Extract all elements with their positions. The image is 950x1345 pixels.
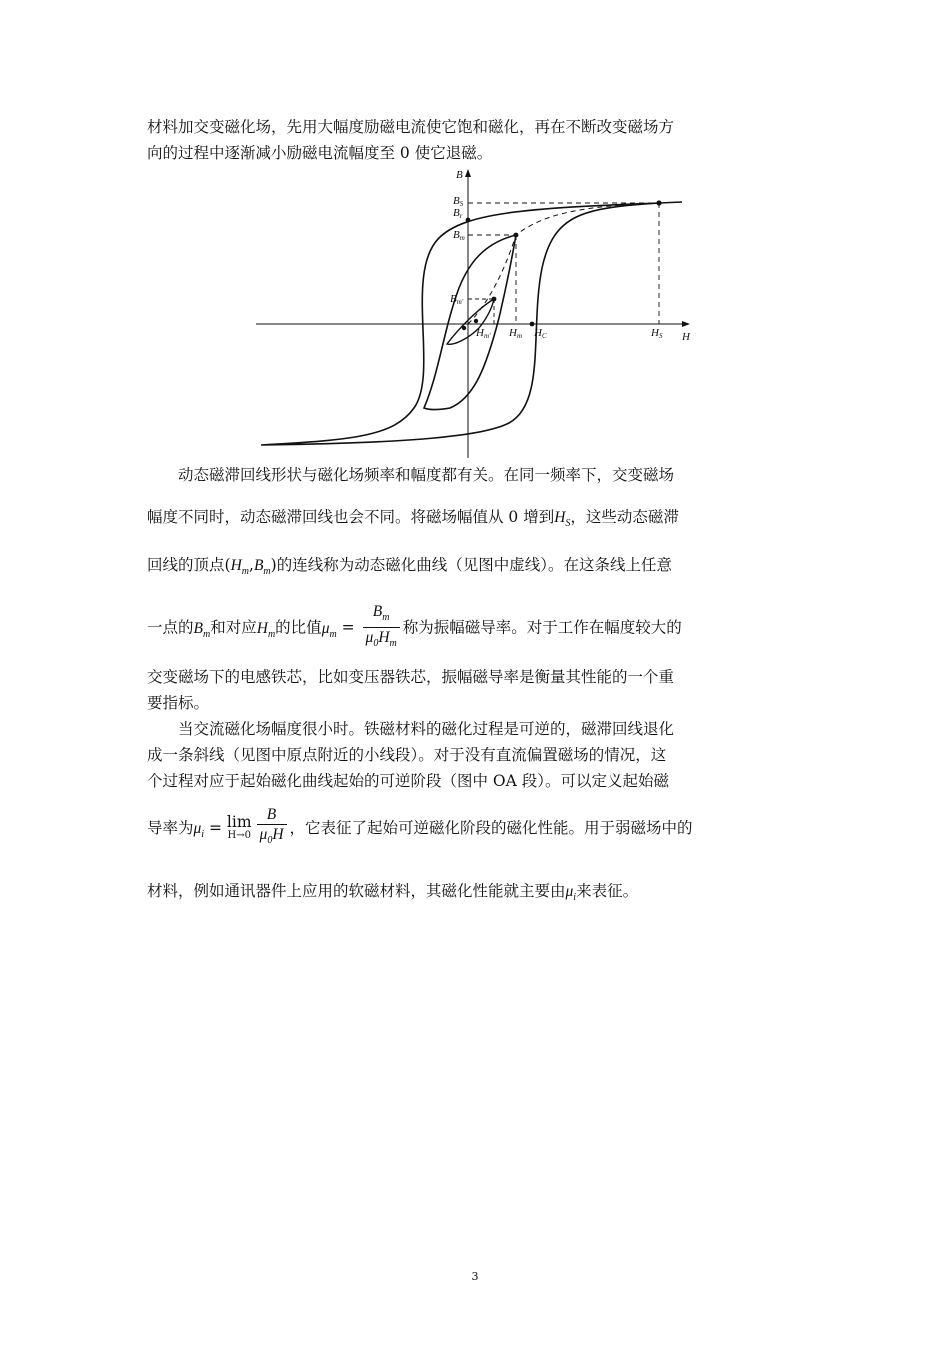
p2-line-6: 要指标。 — [147, 694, 210, 712]
point-bm — [514, 233, 519, 238]
label-b-axis: B — [456, 169, 463, 181]
point-bm-prime — [492, 297, 497, 302]
label-bm-prime: Bm' — [450, 293, 464, 306]
page-number: 3 — [471, 1270, 479, 1283]
label-bs: BS — [453, 195, 464, 208]
point-br — [466, 218, 471, 223]
p3-line-2: 成一条斜线（见图中原点附近的小线段）。对于没有直流偏置磁场的情况，这 — [147, 746, 667, 764]
intro-paragraph — [147, 114, 807, 166]
b-axis-arrow — [465, 169, 471, 177]
intro-line-2: 向的过程中逐渐减小励磁电流幅度至 0 使它退磁。 — [147, 144, 493, 162]
label-hm: Hm — [509, 327, 523, 340]
mu-i-symbol: $\mu_i$ — [193, 820, 205, 841]
initial-permeability-fraction: $\frac{B}{\mu_0H}$ — [257, 806, 287, 851]
p2-line-3: 回线的顶点$(H_m,B_m)$的连线称为动态磁化曲线（见图中虚线）。在这条线上任意 — [147, 556, 672, 578]
p3-line-5: 材料，例如通讯器件上应用的软磁材料，其磁化性能就主要由$\mu_i$来表征。 — [147, 882, 639, 904]
hs-symbol: $H_S$ — [554, 509, 571, 530]
point-hc — [530, 322, 535, 327]
h-axis-arrow — [682, 321, 690, 327]
label-h-axis: H — [682, 331, 690, 343]
limit-operator: lim H→0 — [226, 813, 252, 841]
label-hc: HC — [534, 327, 547, 340]
p2-line-4: 一点的$B_m$和对应$H_m$的比值$\mu_m$ = $\frac{B_m}{\mu_0H_m}$ 称为振幅磁导率。对于工作在幅度较大的 — [147, 603, 807, 657]
paragraph-dynamic-loop — [147, 462, 807, 488]
p3-line-4: 导率为$\mu_i = \lim$ H→0 $\frac{B}{\mu_0H}$ ，它表征了起始可逆磁化阶段的磁化性能。用于弱磁场中的 — [147, 806, 807, 857]
intro-line-1: 材料加交变磁化场，先用大幅度励磁电流使它饱和磁化，再在不断改变磁场方 — [147, 118, 675, 136]
paragraph-initial-permeability — [147, 716, 807, 794]
mu-m-symbol: $\mu_m$ — [321, 619, 337, 640]
label-br: Br — [453, 207, 463, 220]
p2-line-5-6 — [147, 664, 807, 716]
hysteresis-loop-figure — [254, 168, 694, 458]
label-hs: HS — [651, 327, 663, 340]
label-hm-prime: Hm' — [476, 327, 491, 340]
point-origin-b — [474, 319, 478, 323]
dynamic-magnetization-curve — [468, 203, 659, 324]
bm-symbol: $B_m$ — [253, 557, 271, 578]
amplitude-permeability-fraction: $\frac{B_m}{\mu_0H_m}$ — [363, 603, 400, 654]
p3-line-1: 当交流磁化场幅度很小时。铁磁材料的磁化过程是可逆的，磁滞回线退化 — [178, 720, 675, 738]
p3-line-3: 个过程对应于起始磁化曲线起始的可逆阶段（图中 OA 段）。可以定义起始磁 — [147, 772, 670, 790]
p2-line-1: 动态磁滞回线形状与磁化场频率和幅度都有关。在同一频率下，交变磁场 — [178, 466, 675, 484]
label-bm: Bm — [453, 229, 465, 242]
point-origin-a — [462, 326, 466, 330]
p2-line-2: 幅度不同时，动态磁滞回线也会不同。将磁场幅值从 0 增到$H_S$，这些动态磁滞 — [147, 508, 679, 530]
hm-symbol: $H_m$ — [230, 557, 249, 578]
p2-line-5: 交变磁场下的电感铁芯，比如变压器铁芯，振幅磁导率是衡量其性能的一个重 — [147, 668, 675, 686]
point-bs-hs — [656, 200, 661, 205]
